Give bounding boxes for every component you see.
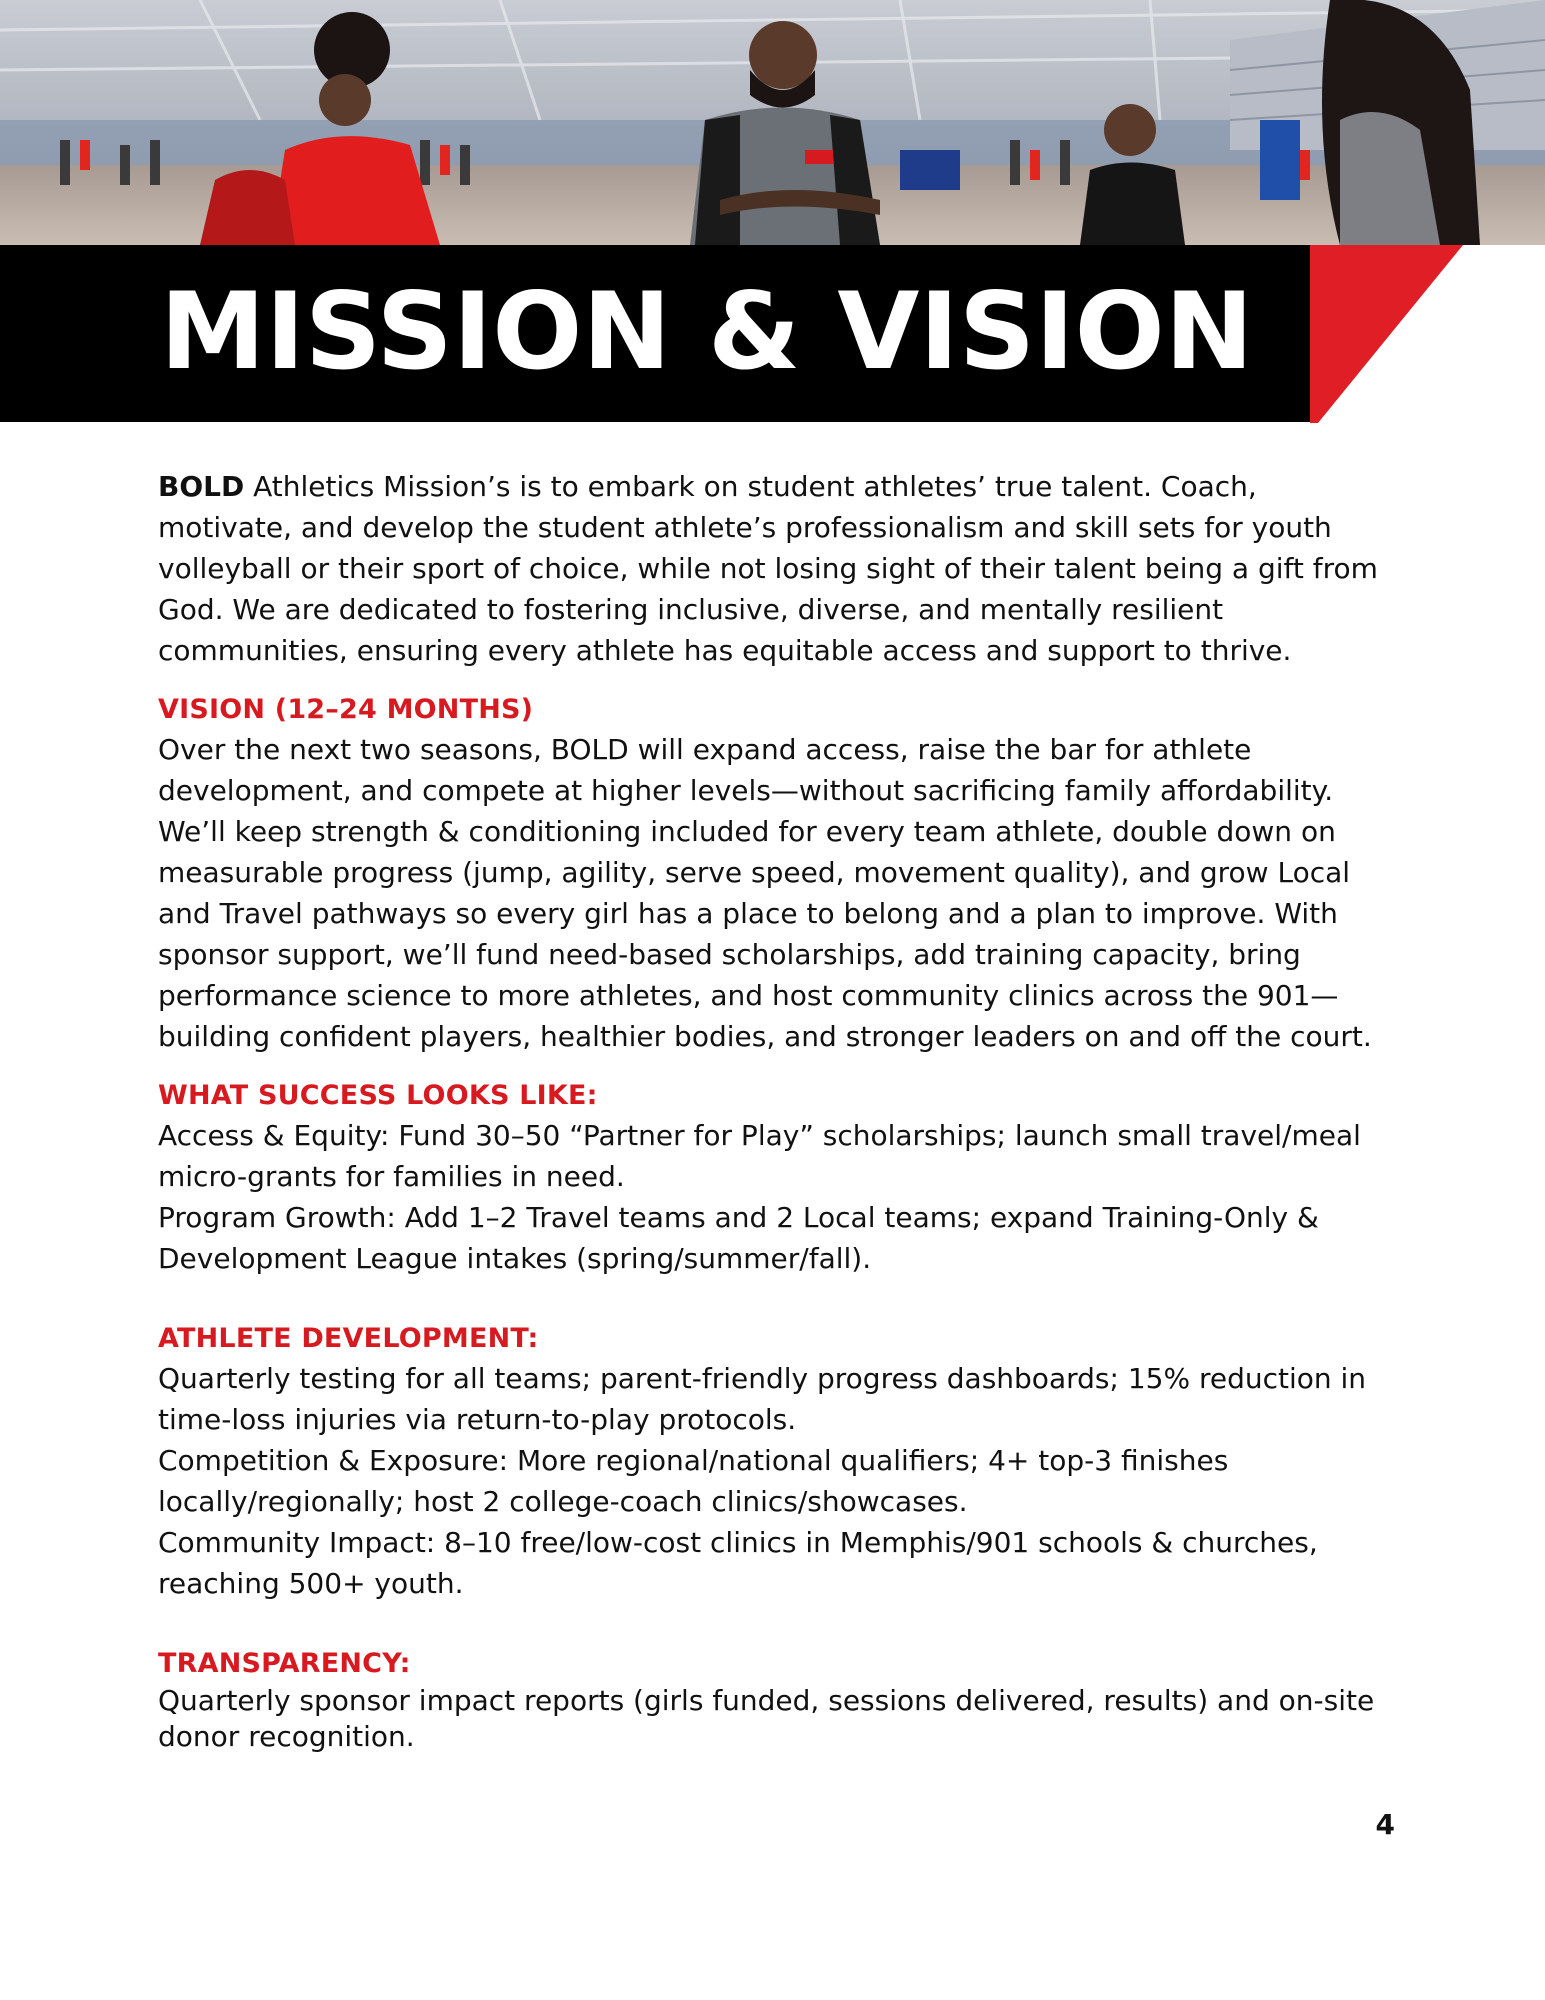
vision-heading: VISION (12–24 MONTHS)	[158, 694, 534, 725]
mission-paragraph	[158, 466, 1398, 671]
mission-text: Athletics Mission’s is to embark on student athletes’ true talent. Coach, motivate, and develop the student athlete’s professionalism and skill sets for youth volleyball or their sport of choice, while not losing sight of their talent being a gift from God. We are dedicated to fostering inclusive, diverse, and mentally resilient communities, ensuring every athlete has equitable access and support to thrive.	[158, 470, 1378, 667]
mission-brand: BOLD	[158, 470, 245, 503]
page-title: MISSION & VISION	[160, 270, 1254, 393]
hero-photo	[0, 0, 1545, 245]
success-item: Program Growth: Add 1–2 Travel teams and 2 Local teams; expand Training-Only & Development League intakes (spring/summer/fall).	[158, 1201, 1319, 1275]
vision-paragraph: Over the next two seasons, BOLD will expand access, raise the bar for athlete development, and compete at higher levels—without sacrificing family affordability. We’ll keep strength & conditioning included for every team athlete, double down on measurable progress (jump, agility, serve speed, movement quality), and grow Local and Travel pathways so every girl has a place to belong and a plan to improve. With sponsor support, we’ll fund need-based scholarships, add training capacity, bring performance science to more athletes, and host community clinics across the 901—building confident players, healthier bodies, and stronger leaders on and off the court.	[158, 733, 1372, 1053]
athlete-development-item: Quarterly testing for all teams; parent-friendly progress dashboards; 15% reduction in time-loss injuries via return-to-play protocols.	[158, 1362, 1367, 1436]
athlete-development-item: Community Impact: 8–10 free/low-cost clinics in Memphis/901 schools & churches, reaching 500+ youth.	[158, 1526, 1318, 1600]
page-number: 4	[1375, 1808, 1395, 1841]
transparency-paragraph: Quarterly sponsor impact reports (girls funded, sessions delivered, results) and on-site donor recognition.	[158, 1684, 1375, 1753]
transparency-heading: TRANSPARENCY:	[158, 1648, 411, 1679]
athlete-development-heading: ATHLETE DEVELOPMENT:	[158, 1323, 539, 1354]
red-accent-wedge	[1300, 245, 1465, 425]
athlete-development-item: Competition & Exposure: More regional/national qualifiers; 4+ top-3 finishes locally/regionally; host 2 college-coach clinics/showcases.	[158, 1444, 1229, 1518]
success-heading: WHAT SUCCESS LOOKS LIKE:	[158, 1080, 598, 1111]
main-content	[158, 466, 1398, 1755]
success-item: Access & Equity: Fund 30–50 “Partner for Play” scholarships; launch small travel/meal micro-grants for families in need.	[158, 1119, 1361, 1193]
